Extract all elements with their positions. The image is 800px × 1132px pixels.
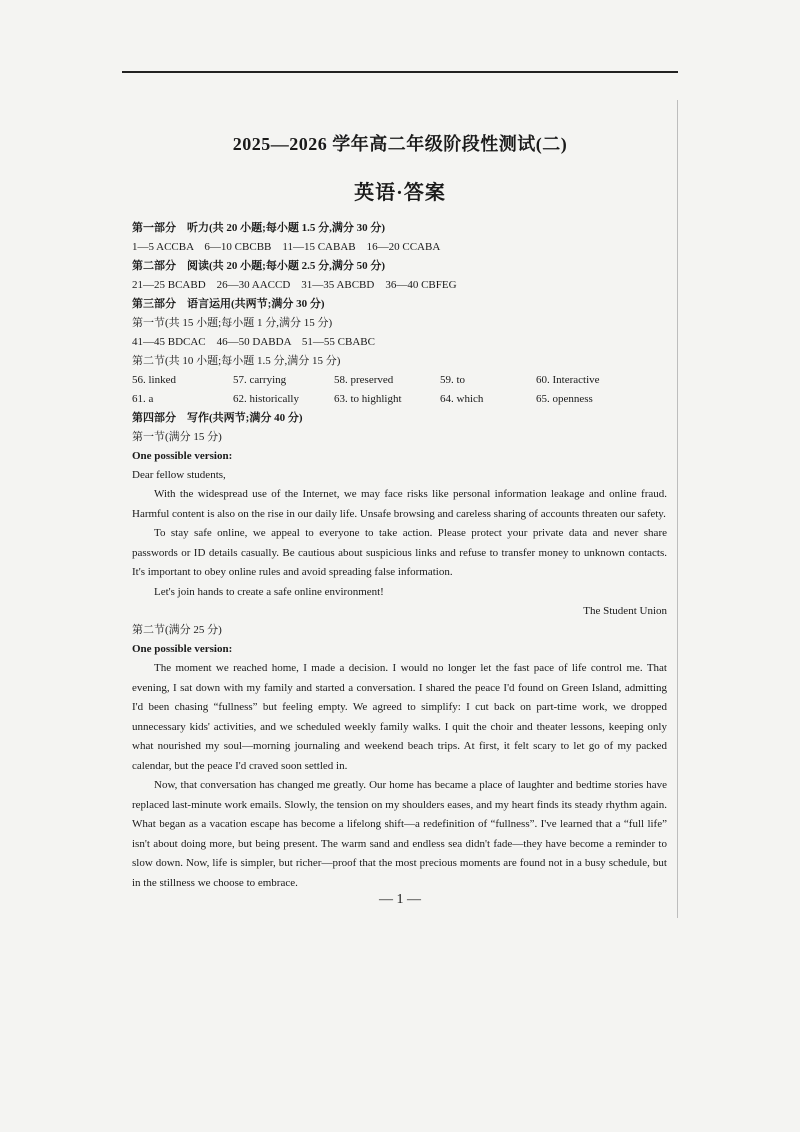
document-subtitle: 英语·答案 [354,182,446,204]
part3-section1-answers: 41—45 BDCAC 46—50 DABDA 51—55 CBABC [132,336,375,348]
letter-paragraph: Let's join hands to create a safe online environment! [154,585,384,598]
essay-paragraph: Now, that conversation has changed me greatly. Our home has became a place of laughter and bedtime stories have replaced last-minute work emails. Slowly, the tension on my shoulders eases, and my heart finds its steady rhythm again. What began as a vacation escape has become a lifelong shift—a redefinition of “fullness”. I've learned that a “full life” isn't about doing more, but being present. The warm sand and endless sea didn't fade—they have become a reminder to slow down. Now, life is simpler, but richer—proof that the most precious moments are found not in a busy schedule, but in the stillness we choose to embrace. [132,779,667,889]
answer-item: 63. to highlight [334,393,402,405]
version-label: One possible version: [132,450,233,462]
part4-section1-heading: 第一节(满分 15 分) [132,431,222,443]
part1-heading: 第一部分 听力(共 20 小题;每小题 1.5 分,满分 30 分) [132,222,385,234]
essay-paragraph: The moment we reached home, I made a decision. I would no longer let the fast pace of life control me. That evening, I sat down with my family and started a conversation. I shared the peace I'd found on Green Island, admitting I'd been chasing “fullness” but feeling empty. We agreed to simplify: I cut back on part-time work, we dropped unnecessary kids' activities, and we scheduled weekly family walks. I quit the choir and theater lessons, keeping only what nourished my soul—morning journaling and weekend beach trips. At first, it felt scary to let go of my packed calendar, but the peace I'd craved soon settled in. [132,662,667,772]
part1-answers: 1—5 ACCBA 6—10 CBCBB 11—15 CABAB 16—20 CCABA [132,241,441,253]
answer-item: 60. Interactive [536,374,600,386]
answer-item: 64. which [440,393,484,405]
side-rule [677,100,678,918]
letter-paragraph: To stay safe online, we appeal to everyone to take action. Please protect your private data and never share passwords or ID details casually. Be cautious about suspicious links and refuse to transfer money to unknown contacts. It's important to obey online rules and avoid spreading false information. [132,527,667,578]
part3-section1-heading: 第一节(共 15 小题;每小题 1 分,满分 15 分) [132,317,333,329]
letter-signature: The Student Union [583,605,667,617]
answer-item: 57. carrying [233,374,287,386]
part3-heading: 第三部分 语言运用(共两节;满分 30 分) [132,298,325,310]
part2-heading: 第二部分 阅读(共 20 小题;每小题 2.5 分,满分 50 分) [132,260,385,272]
letter-paragraph: With the widespread use of the Internet, we may face risks like personal information leakage and online fraud. Harmful content is also on the rise in our daily life. Unsafe browsing and careless sharing of accounts threaten our safety. [132,488,667,520]
part2-answers: 21—25 BCABD 26—30 AACCD 31—35 ABCBD 36—40 CBFEG [132,279,457,291]
answer-item: 59. to [440,374,466,386]
part3-section2-answers [132,371,667,409]
top-rule [122,71,678,73]
letter-greeting: Dear fellow students, [132,469,226,481]
answer-item: 58. preserved [334,374,394,386]
answer-item: 62. historically [233,393,299,405]
answer-item: 65. openness [536,393,593,405]
part3-section2-heading: 第二节(共 10 小题;每小题 1.5 分,满分 15 分) [132,355,341,367]
part4-heading: 第四部分 写作(共两节;满分 40 分) [132,412,303,424]
version-label: One possible version: [132,643,233,655]
answer-content [132,219,667,893]
answer-item: 61. a [132,393,154,405]
answer-item: 56. linked [132,374,176,386]
document-title: 2025—2026 学年高二年级阶段性测试(二) [232,134,568,154]
page-number: — 1 — [379,892,421,907]
part4-section2-heading: 第二节(满分 25 分) [132,624,222,636]
